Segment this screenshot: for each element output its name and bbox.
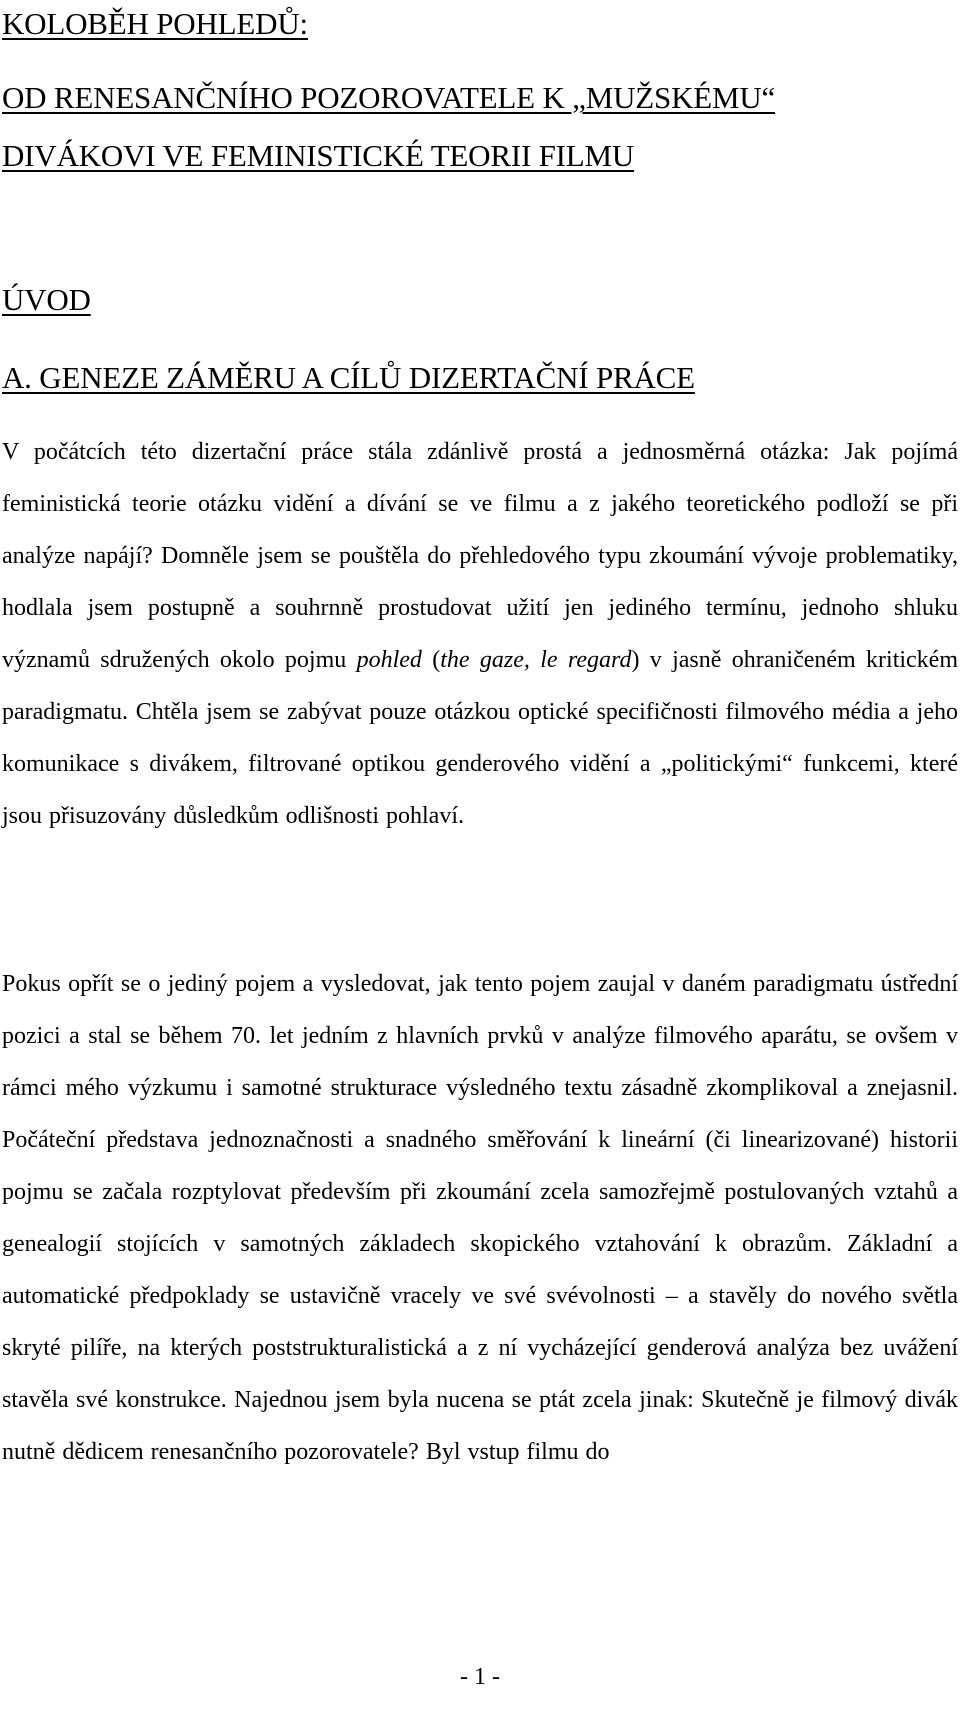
- paragraph-1-text-b: (: [421, 647, 441, 673]
- subsection-heading: A. GENEZE ZÁMĚRU A CÍLŮ DIZERTAČNÍ PRÁCE: [2, 360, 695, 395]
- page-footer: [0, 1662, 960, 1692]
- paragraph-1-text-c: ) v jasně ohraničeném kritickém paradigmatu. Chtěla jsem se zabývat pouze otázkou optické specifičnosti filmového média a jeho komunikace s divákem, filtrované optikou genderového vidění a „politickými“ funkcemi, které jsou přisuzovány důsledkům odlišnosti pohlaví.: [2, 647, 958, 829]
- page-number: - 1 -: [460, 1664, 500, 1690]
- document-title: KOLOBĚH POHLEDŮ:: [2, 6, 308, 41]
- section-heading: ÚVOD: [2, 282, 91, 317]
- document-subtitle-line-2: DIVÁKOVI VE FEMINISTICKÉ TEORII FILMU: [2, 138, 635, 173]
- body-paragraph-1: [2, 426, 958, 842]
- paragraph-1-italic-translations: the gaze, le regard: [440, 647, 632, 673]
- paragraph-1-text-a: V počátcích této dizertační práce stála zdánlivě prostá a jednosměrná otázka: Jak pojímá feministická teorie otázku vidění a dívání se ve filmu a z jakého teoretického podloží se při analýze napájí? Domněle jsem se pouštěla do přehledového typu zkoumání vývoje problematiky, hodlala jsem postupně a souhrnně prostudovat užití jen jediného termínu, jednoho shluku významů sdružených okolo pojmu: [2, 439, 958, 673]
- paragraph-1-italic-term: pohled: [356, 647, 422, 673]
- body-paragraph-2: Pokus opřít se o jediný pojem a vysledovat, jak tento pojem zaujal v daném paradigmatu ústřední pozici a stal se během 70. let jedním z hlavních prvků v analýze filmového aparátu, se ovšem v rámci mého výzkumu i samotné strukturace výsledného textu zásadně zkomplikoval a znejasnil. Počáteční představa jednoznačnosti a snadného směřování k lineární (či linearizované) historii pojmu se začala rozptylovat především při zkoumání zcela samozřejmě postulovaných vztahů a genealogií stojících v samotných základech skopického vztahování k obrazům. Základní a automatické předpoklady se ustavičně vracely ve své svévolnosti – a stavěly do nového světla skryté pilíře, na kterých poststrukturalistická a z ní vycházející genderová analýza bez uvážení stavěla své konstrukce. Najednou jsem byla nucena se ptát zcela jinak: Skutečně je filmový divák nutně dědicem renesančního pozorovatele? Byl vstup filmu do: [2, 971, 958, 1465]
- document-subtitle-line-1: OD RENESANČNÍHO POZOROVATELE K „MUŽSKÉMU“: [2, 80, 776, 115]
